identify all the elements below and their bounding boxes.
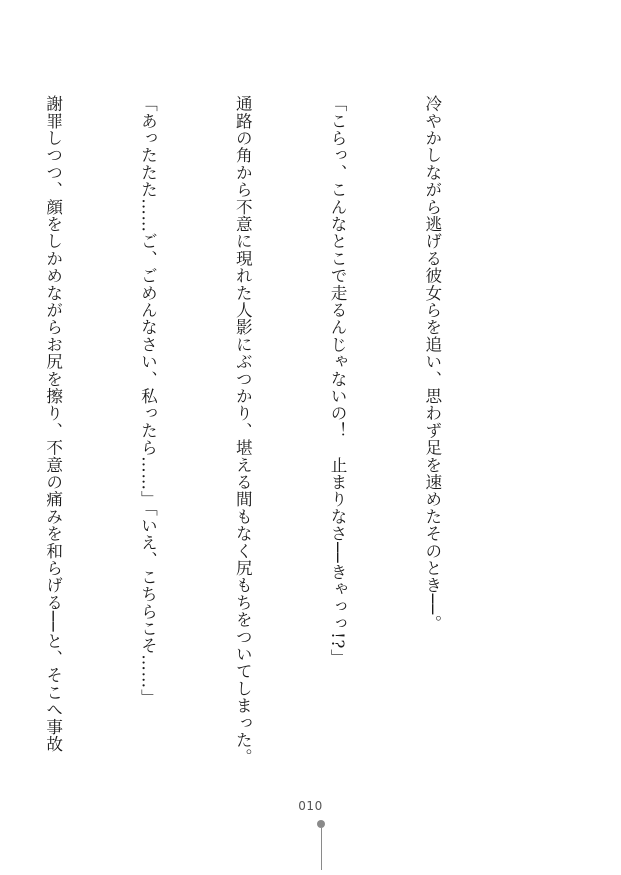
ornament-dot (317, 820, 325, 828)
text-line: 通路の角から不意に現れた人影にぶつかり、堪える間もなく尻もちをついてしまった。 (233, 95, 253, 766)
text-line: 「こらっ、こんなとこで走るんじゃないの！ 止まりなさ──きゃっっ!?」 (328, 95, 348, 667)
body-text-vertical (0, 95, 511, 766)
ornament-stem (321, 828, 322, 870)
text-line: 冷やかしながら逃げる彼女らを追い、思わず足を速めたそのとき──。 (422, 95, 442, 633)
text-line: 「あったたた……ご、ごめんなさい、私ったら……」「いえ、こちらこそ……」 (138, 95, 158, 706)
page-number: 010 (298, 799, 323, 813)
text-line: 謝罪しつつ、顔をしかめながらお尻を擦り、不意の痛みを和らげる──と、そこへ事故 (43, 95, 63, 753)
